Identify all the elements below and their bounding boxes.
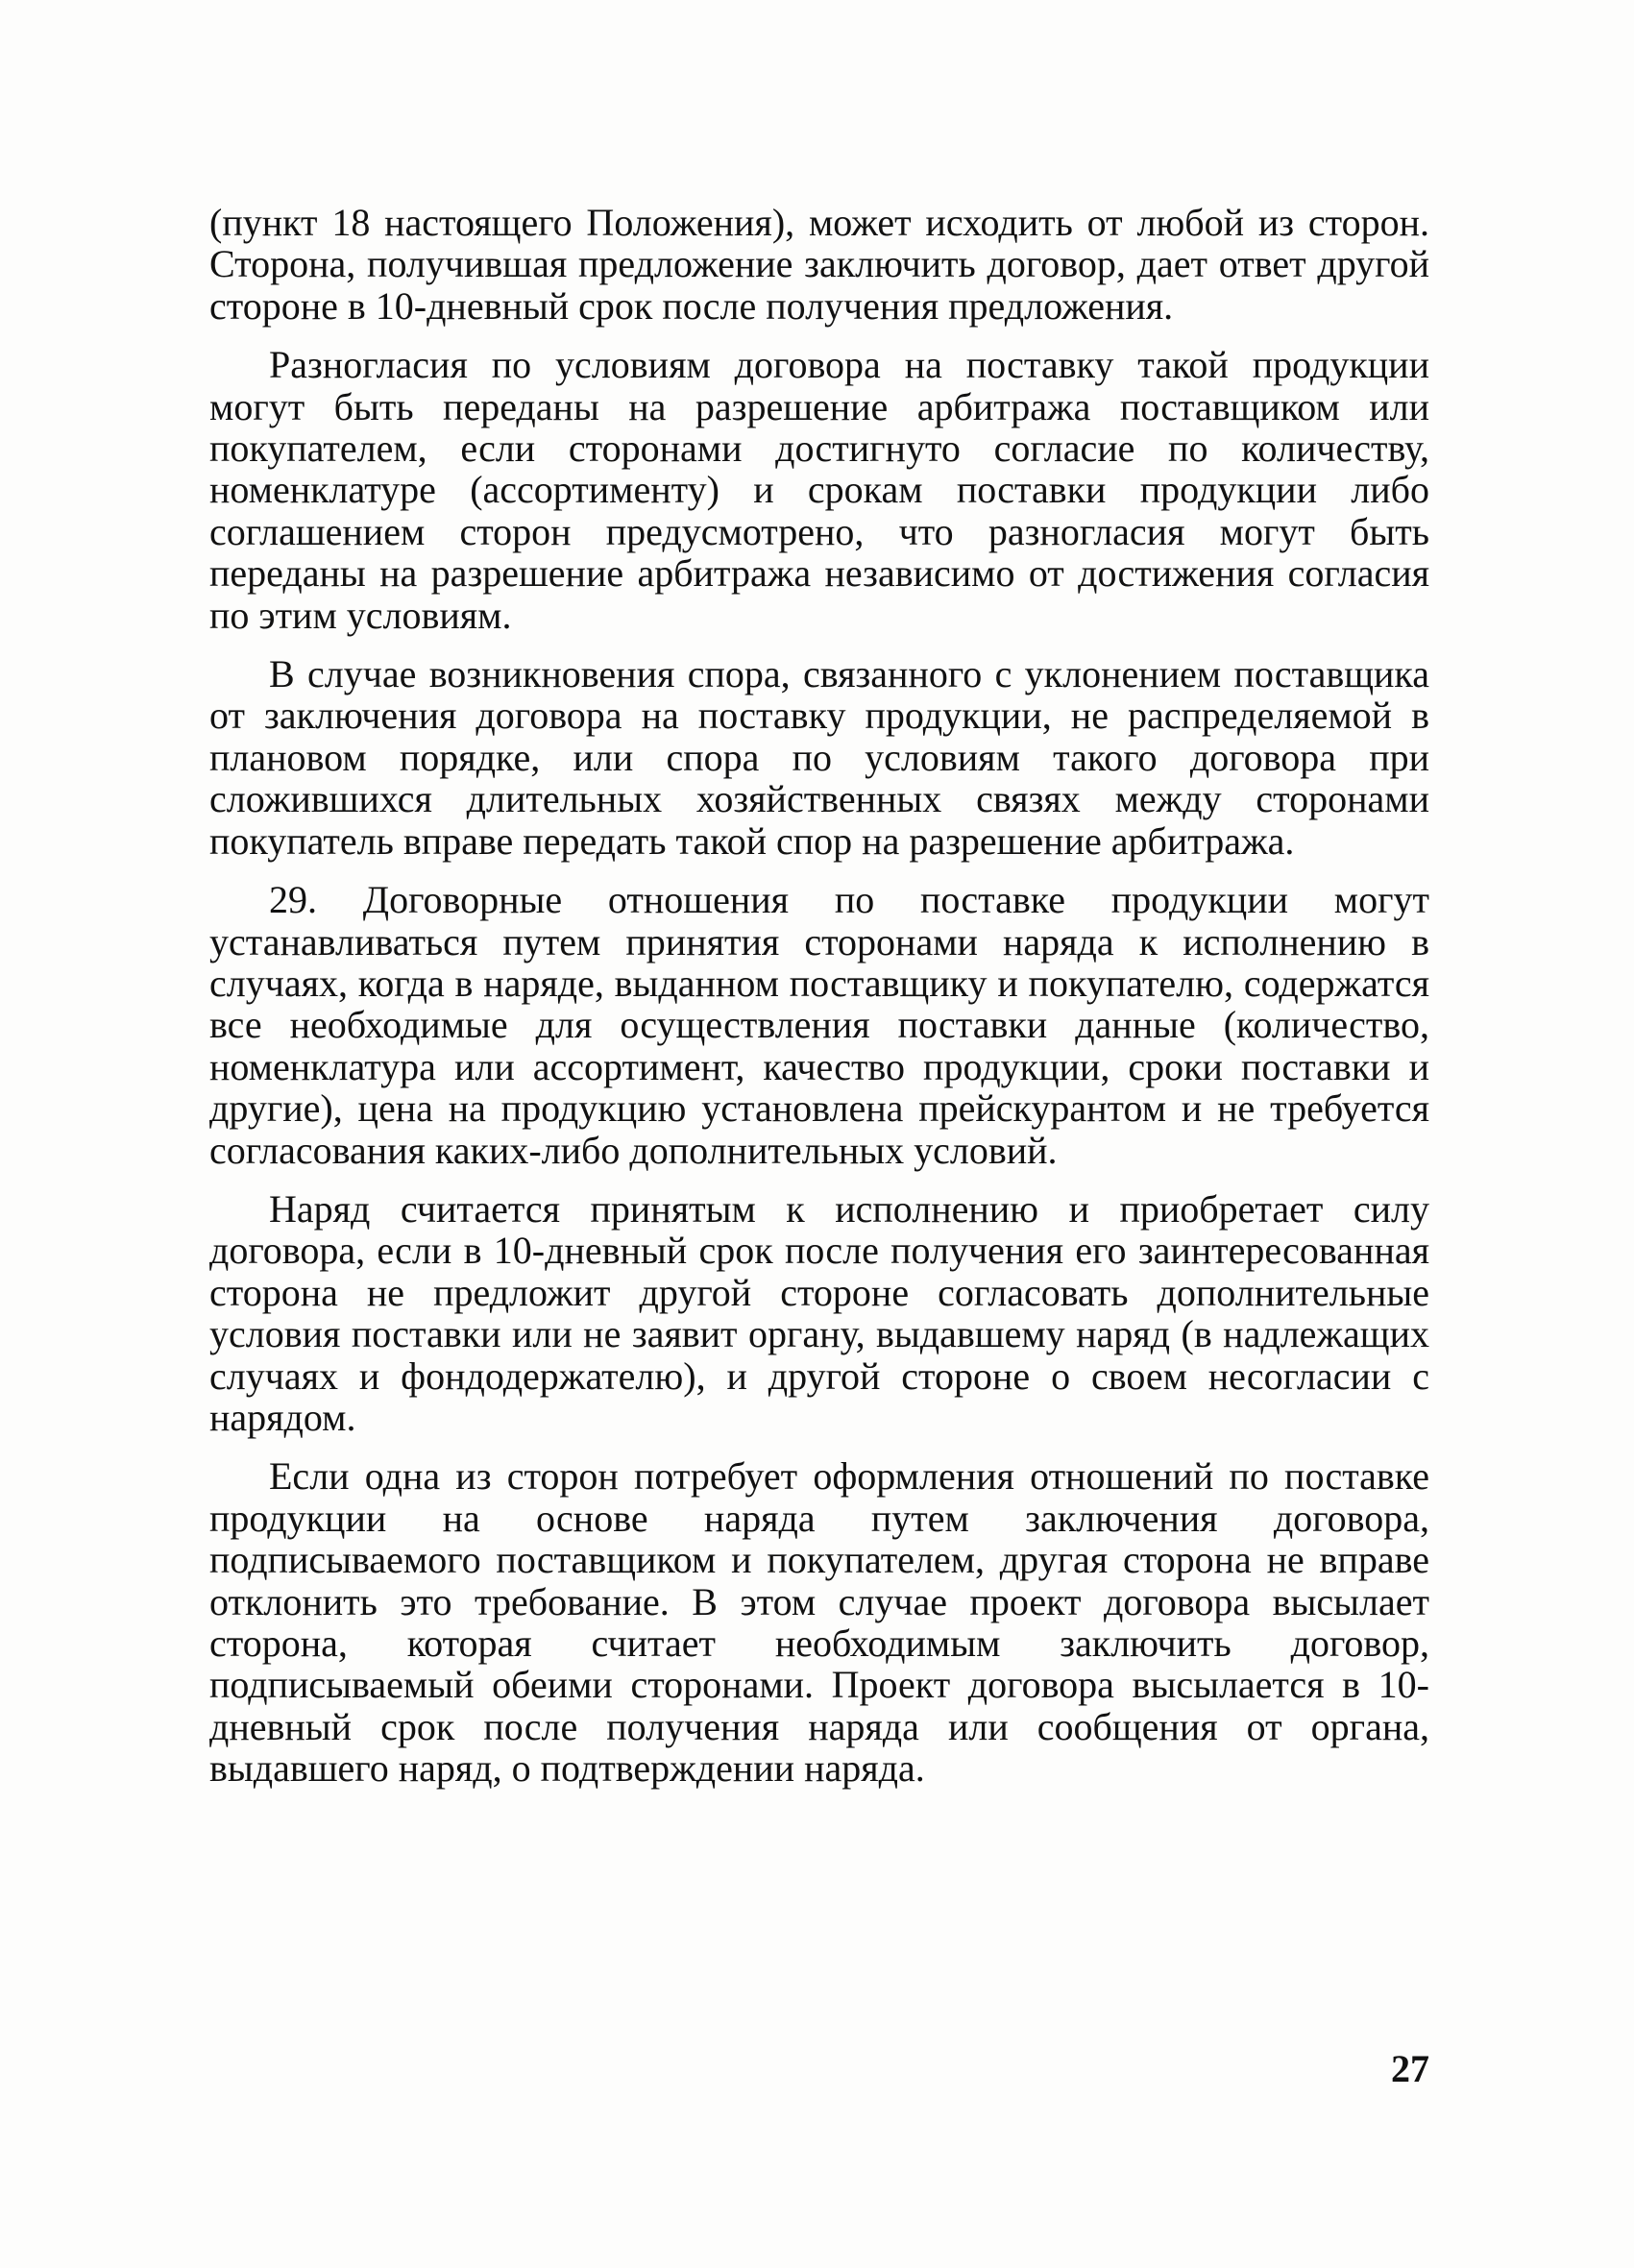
paragraph: Если одна из сторон потребует оформления отношений по поставке продукции на основе наряда путем заключения договора, подписываемого поставщиком и покупателем, другая сторона не вправе отклонить это требование. В этом случае проект договора высылает сторона, которая считает необходимым заключить договор, подписываемый обеими сторонами. Проект договора высылается в 10-дневный срок после получения наряда или сообщения от органа, выдавшего наряд, о подтверждении наряда. [209, 1454, 1429, 1791]
paragraph: В случае возникновения спора, связанного с уклонением поставщика от заключения договора на поставку продукции, не распределяемой в плановом порядке, или спора по условиям такого договора при сложившихся длительных хозяйственных связях между сторонами покупатель вправе передать такой спор на разрешение арбитража. [209, 652, 1429, 863]
page-number: 27 [1391, 2047, 1429, 2090]
body-text [209, 202, 1429, 1807]
paragraph: Наряд считается принятым к исполнению и приобретает силу договора, если в 10-дневный срок после получения его заинтересованная сторона не предложит другой стороне согласовать дополнительные условия поставки или не заявит органу, выдавшему наряд (в надлежащих случаях и фондодержателю), и другой стороне о своем несогласии с нарядом. [209, 1186, 1429, 1439]
paragraph: (пункт 18 настоящего Положения), может исходить от любой из сторон. Сторона, получившая предложение заключить договор, дает ответ другой стороне в 10-дневный срок после получения предложения. [209, 201, 1429, 328]
paragraph: Разногласия по условиям договора на поставку такой продукции могут быть переданы на разрешение арбитража поставщиком или покупателем, если сторонами достигнуто согласие по количеству, номенклатуре (ассортименту) и срокам поставки продукции либо соглашением сторон предусмотрено, что разногласия могут быть переданы на разрешение арбитража независимо от достижения согласия по этим условиям. [209, 343, 1429, 637]
paragraph: 29. Договорные отношения по поставке продукции могут устанавливаться путем принятия сторонами наряда к исполнению в случаях, когда в наряде, выданном поставщику и покупателю, содержатся все необходимые для осуществления поставки данные (количество, номенклатура или ассортимент, качество продукции, сроки поставки и другие), цена на продукцию установлена прейскурантом и не требуется согласования каких-либо дополнительных условий. [209, 878, 1429, 1172]
